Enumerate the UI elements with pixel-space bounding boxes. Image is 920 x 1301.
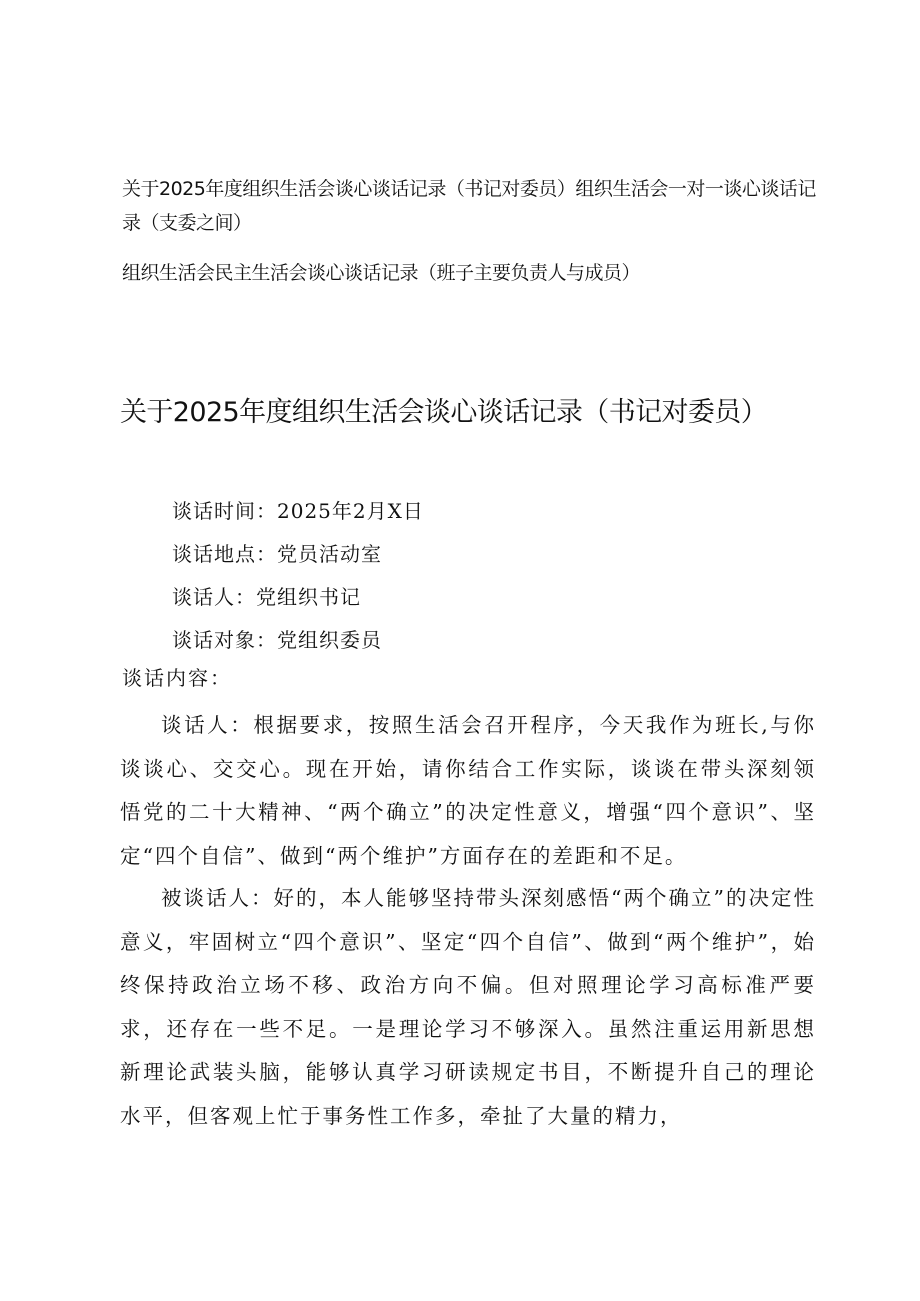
document-title: 关于2025年度组织生活会谈心谈话记录（书记对委员） <box>120 397 768 428</box>
related-documents-line-1: 关于2025年度组织生活会谈心谈话记录（书记对委员）组织生活会一对一谈心谈话记录（支委之间） <box>122 178 816 234</box>
related-documents-line-2: 组织生活会民主生活会谈心谈话记录（班子主要负责人与成员） <box>122 262 641 284</box>
paragraph-respondent: 被谈话人：好的，本人能够坚持带头深刻感悟“两个确立”的决定性意义，牢固树立“四个意识”、坚定“四个自信”、做到“两个维护”，始终保持政治立场不移、政治方向不偏。但对照理论学习高标准严要求，还存在一些不足。一是理论学习不够深入。虽然注重运用新思想新理论武装头脑，能够认真学习研读规定书目，不断提升自己的理论水平，但客观上忙于事务性工作多，牵扯了大量的精力， <box>120 886 816 1128</box>
meeting-speaker: 谈话人：党组织书记 <box>172 585 361 609</box>
meeting-time: 谈话时间：2025年2月X日 <box>172 499 424 523</box>
meeting-info <box>172 490 424 662</box>
related-documents-list <box>122 172 822 290</box>
meeting-target: 谈话对象：党组织委员 <box>172 628 382 652</box>
content-label: 谈话内容： <box>122 666 232 690</box>
paragraph-speaker: 谈话人：根据要求，按照生活会召开程序，今天我作为班长,与你谈谈心、交交心。现在开始，请你结合工作实际，谈谈在带头深刻领悟党的二十大精神、“两个确立”的决定性意义，增强“四个意识”、坚定“四个自信”、做到“两个维护”方面存在的差距和不足。 <box>120 713 816 868</box>
meeting-place: 谈话地点：党员活动室 <box>172 542 382 566</box>
